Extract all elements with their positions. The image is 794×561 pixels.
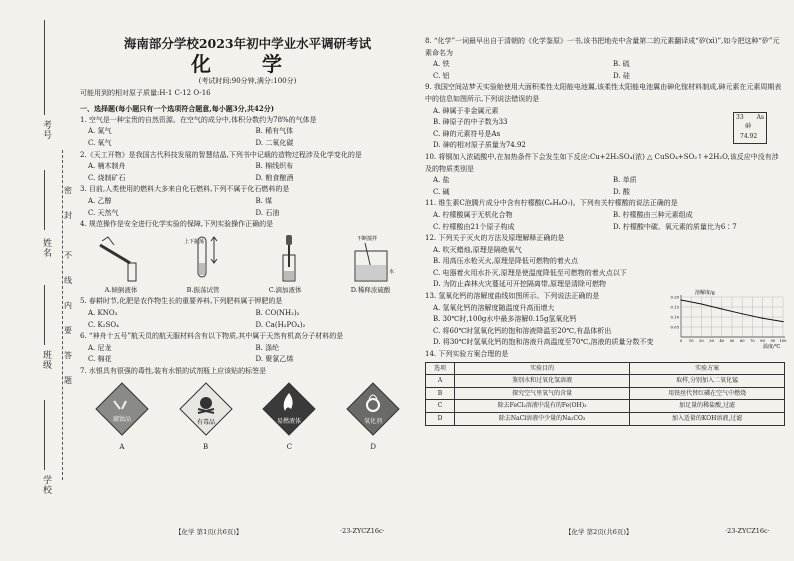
y-tick-label: 0.15	[670, 304, 679, 310]
seal-char: 答	[64, 351, 72, 360]
table-cell: 加足量的稀盐酸,过滤	[630, 400, 785, 413]
name-line	[44, 170, 45, 230]
subject-title: 化 学	[191, 52, 304, 76]
school-line	[44, 400, 45, 470]
option: B. 砷原子的中子数为33	[433, 118, 508, 127]
table-cell: D	[426, 413, 455, 426]
question-9	[425, 82, 785, 152]
exam-no-line	[44, 20, 45, 115]
exam-title: 海南部分学校2023年初中学业水平调研考试	[123, 36, 372, 51]
flame-icon	[261, 381, 317, 437]
element-box	[733, 112, 767, 144]
figure-caption: D.稀释浓硫酸	[350, 285, 391, 294]
hazard-labels	[80, 381, 415, 453]
x-tick-label: 30	[709, 339, 714, 344]
x-tick-label: 50	[729, 339, 735, 344]
option: C. 砷的元素符号是As	[433, 129, 501, 138]
stir-label: 不断搅拌	[357, 235, 378, 242]
element-symbol: As	[756, 114, 764, 122]
question-stem: 2.《天工开物》是我国古代科技发展的智慧结晶,下列书中记载的造物过程涉及化学变化的是	[80, 150, 362, 159]
question-stem: 9. 我国空间站梦天实验舱使用大面积柔性太阳能电池翼,该柔性太阳能电池翼由砷化镓材料制成,砷元素在元素周期表中的信息如图所示,下列说法错误的是	[425, 83, 782, 103]
option: C. 氧气	[88, 138, 112, 147]
option: A. 氮气	[88, 127, 112, 136]
question-stem: 5. 春耕时节,化肥是农作物生长的重要养料,下列肥料属于钾肥的是	[80, 297, 283, 306]
y-tick-label: 0.10	[670, 314, 679, 320]
binding-margin	[0, 0, 60, 561]
table-cell: 除去NaCl溶液中少量的Na₂CO₃	[455, 413, 630, 426]
data-point	[742, 313, 743, 314]
question-stem: 6. “神舟十五号”航天员的航天服材料含有以下物质,其中属于天然有机高分子材料的是	[80, 332, 344, 341]
table-cell: 加入适量的KOH溶液,过滤	[630, 413, 785, 426]
water-label: 水	[389, 268, 395, 275]
footer-code-right: ·23-ZYCZ16c·	[725, 527, 770, 535]
option: C. 将60℃时氢氧化钙的饱和溶液降温至20℃,有晶体析出	[433, 326, 612, 335]
question-5	[80, 296, 415, 331]
option: A. 砷属于非金属元素	[433, 106, 499, 115]
table-cell: 鉴别水和过氧化氢溶液	[455, 375, 630, 388]
option: A. 楠木制舟	[88, 162, 126, 171]
table-cell: 探究空气里氧气的含量	[455, 387, 630, 400]
hazard-letter: A	[119, 443, 125, 452]
question-stem: 3. 目前,人类使用的燃料大多来自化石燃料,下列不属于化石燃料的是	[80, 185, 290, 194]
option: B. 涤纶	[255, 343, 280, 352]
x-tick-label: 90	[770, 339, 776, 344]
hazard-toxic	[174, 381, 238, 453]
chart-xlabel: 温度/℃	[763, 344, 781, 350]
hazard-text: 氧化剂	[364, 418, 383, 426]
option: D. 聚氯乙烯	[255, 355, 294, 364]
option: B. 硫	[613, 60, 630, 69]
x-tick-label: 10	[688, 339, 694, 344]
question-stem: 4. 规范操作是安全进行化学实验的保障,下列实验操作正确的是	[80, 220, 274, 229]
option: D. 酸	[613, 187, 630, 196]
option: B. 棉线织布	[255, 162, 294, 171]
option: A. 柠檬酸属于无机化合物	[433, 210, 513, 219]
option: A. KNO₃	[88, 308, 118, 317]
question-stem: 1. 空气是一种宝贵的自然资源。在空气的成分中,体积分数约为78%的气体是	[80, 115, 317, 124]
option: C. 电器着火用水扑灭,原理是使温度降低至可燃物的着火点以下	[433, 268, 627, 277]
question-12	[425, 233, 785, 291]
table-cell: B	[426, 387, 455, 400]
option: D. 硅	[613, 71, 630, 80]
option: C. 天然气	[88, 208, 119, 217]
chart-ylabel: 溶解度/g	[695, 290, 715, 297]
y-tick-label: 0.05	[670, 324, 679, 330]
figure-caption: B.振荡试管	[186, 285, 220, 294]
option: B. CO(NH₂)₂	[255, 308, 300, 317]
option: A. 铁	[433, 60, 450, 69]
table-row	[426, 400, 785, 413]
option: D. 粮食酿酒	[255, 173, 294, 182]
seal-char: 封	[64, 211, 72, 220]
seal-char: 线	[64, 276, 72, 285]
option: C. 棉花	[88, 355, 112, 364]
hazard-corrosive	[90, 381, 154, 453]
time-info: (考试时间:90分钟,满分:100分)	[198, 77, 297, 85]
left-column	[80, 36, 415, 454]
table-row	[426, 375, 785, 388]
question-stem: 14. 下列实验方案合理的是	[425, 350, 509, 359]
figure-caption: A.倾倒液体	[104, 285, 138, 294]
solubility-chart	[665, 287, 790, 349]
hazard-text: 易燃液体	[277, 418, 302, 426]
question-14	[425, 349, 785, 426]
question-stem: 10. 将铜加入浓硫酸中,在加热条件下会发生如下反应:Cu+2H₂SO₄(浓) △ CuSO₄+SO₂↑+2H₂O,该反应中没有涉及的物质类别是	[425, 152, 779, 173]
footer-code-left: ·23-ZYCZ16c·	[340, 527, 385, 535]
atomic-mass: 74.92	[740, 133, 758, 141]
oxidizer-icon	[345, 381, 401, 437]
dilute-acid-figure	[343, 233, 403, 283]
section-heading: 一、选择题(每小题只有一个选项符合题意,每小题3分,共42分)	[80, 104, 275, 114]
question-stem: 12. 下列关于灭火的方法及原理解释正确的是	[425, 234, 565, 243]
question-stem: 8. “化学”一词最早出自于清朝的《化学鉴原》一书,该书把地壳中含量第二的元素翻译成“矽(xì)”,如今把这种“矽”元素命名为	[425, 37, 780, 57]
option: A. 尼龙	[88, 343, 112, 352]
option: B. 单质	[613, 176, 637, 185]
table-header-row	[426, 362, 785, 375]
question-stem: 7. 水银具有很强的毒性,装有水银的试剂瓶上应该贴的标签是	[80, 366, 267, 375]
table-header: 选项	[426, 362, 455, 375]
element-name: 砷	[745, 123, 752, 131]
table-header: 实验目的	[455, 362, 630, 375]
hazard-oxidizer	[341, 381, 405, 453]
question-8	[425, 36, 785, 82]
data-point	[782, 321, 783, 322]
question-3	[80, 184, 415, 219]
table-cell: A	[426, 375, 455, 388]
skull-icon	[178, 381, 234, 437]
option: D. 石油	[255, 208, 280, 217]
data-point	[680, 299, 681, 300]
option: C. 碱	[433, 187, 450, 196]
option: C. 柠檬酸由21个原子构成	[433, 222, 515, 231]
shake-tube-figure	[176, 233, 236, 283]
class-label: 班级	[41, 350, 51, 370]
option: D. 将30℃时氢氧化钙的饱和溶液升高温度至70℃,溶液的质量分数不变	[433, 338, 654, 347]
exam-no-label: 考号	[41, 120, 51, 140]
option: C. 烧制矿石	[88, 173, 126, 182]
x-tick-label: 70	[750, 339, 755, 344]
table-header: 实验方案	[630, 362, 785, 375]
option: B. 稀有气体	[255, 127, 294, 136]
question-2	[80, 150, 415, 185]
x-tick-label: 80	[760, 339, 765, 344]
school-label: 学校	[41, 475, 51, 495]
x-tick-label: 0	[679, 339, 683, 344]
atomic-mass-info: 可能用到的相对原子质量:H-1 C-12 O-16	[80, 88, 211, 97]
x-tick-label: 20	[699, 339, 704, 344]
table-cell: C	[426, 400, 455, 413]
seal-line	[62, 150, 75, 480]
name-label: 姓名	[41, 238, 51, 258]
option: B. 30℃时,100g水中最多溶解0.15g氢氧化钙	[433, 315, 577, 324]
table-cell: 除去FeCl₂溶液中混有的Fe(OH)₃	[455, 400, 630, 413]
y-tick-label: 0.20	[670, 294, 679, 300]
option: A. 吹灭蜡烛,原理是隔绝氧气	[433, 245, 522, 254]
table-row	[426, 413, 785, 426]
atomic-number: 33	[736, 114, 744, 122]
option: D. 砷的相对原子质量为74.92	[433, 141, 526, 150]
option: B. 柠檬酸由三种元素组成	[613, 210, 693, 219]
option: D. 柠檬酸中碳、氧元素的质量比为6∶7	[613, 222, 737, 231]
question-stem: 13. 氢氧化钙的溶解度曲线如图所示。下列说法正确的是	[425, 292, 600, 301]
question-4	[80, 219, 415, 296]
option: D. 二氧化碳	[255, 138, 294, 147]
question-1	[80, 115, 415, 150]
option: A. 乙醇	[88, 196, 112, 205]
option: B. 煤	[255, 196, 273, 205]
option: D. Ca(H₂PO₄)₂	[255, 320, 306, 329]
hazard-letter: D	[370, 443, 376, 452]
seal-char: 密	[64, 186, 72, 195]
table-cell: 取样,分别加入二氧化锰	[630, 375, 785, 388]
experiment-table	[425, 362, 785, 426]
hazard-letter: B	[203, 443, 209, 452]
table-row	[426, 387, 785, 400]
data-point	[701, 303, 702, 304]
question-stem: 11. 维生素C泡腾片成分中含有柠檬酸(C₆H₈O₇)。下列有关柠檬酸的说法正确的是	[425, 199, 678, 208]
seal-char: 要	[64, 326, 72, 335]
seal-char: 内	[64, 301, 72, 310]
hazard-text: 腐蚀品	[112, 416, 131, 424]
shake-label: 上下振荡	[183, 238, 204, 245]
hazard-text: 有毒品	[196, 419, 215, 427]
seal-char: 不	[64, 251, 72, 260]
footer-page-left: 【化学 第1页(共6页)】	[175, 528, 243, 536]
option: D. 为防止森林火灾蔓延可开挖隔离带,原理是清除可燃物	[433, 280, 607, 289]
drop-liquid-figure	[259, 233, 319, 283]
pour-liquid-figure	[92, 233, 152, 283]
option: C. 铝	[433, 71, 450, 80]
footer-page-right: 【化学 第2页(共6页)】	[565, 528, 633, 536]
right-column	[425, 36, 785, 426]
figure-caption: C.滴加液体	[268, 285, 302, 294]
hazard-flammable	[257, 381, 321, 453]
question-11	[425, 198, 785, 233]
seal-char: 题	[64, 376, 72, 385]
question-7	[80, 366, 415, 454]
data-point	[721, 308, 722, 309]
option: C. K₂SO₄	[88, 320, 119, 329]
lab-figures	[80, 233, 415, 283]
option: B. 用高压水枪灭火,原理是降低可燃物的着火点	[433, 257, 578, 266]
question-6	[80, 331, 415, 366]
question-10	[425, 152, 785, 198]
question-13	[425, 291, 785, 349]
class-line	[44, 285, 45, 345]
table-cell: 用铁丝代替红磷在空气中燃烧	[630, 387, 785, 400]
data-point	[762, 318, 763, 319]
option: A. 盐	[433, 176, 450, 185]
x-tick-label: 40	[719, 339, 725, 344]
corrosive-icon	[94, 381, 150, 437]
x-tick-label: 60	[739, 339, 745, 344]
hazard-letter: C	[286, 443, 293, 452]
option: A. 氢氧化钙的溶解度随温度升高而增大	[433, 303, 555, 312]
x-tick-label: 100	[779, 339, 787, 344]
